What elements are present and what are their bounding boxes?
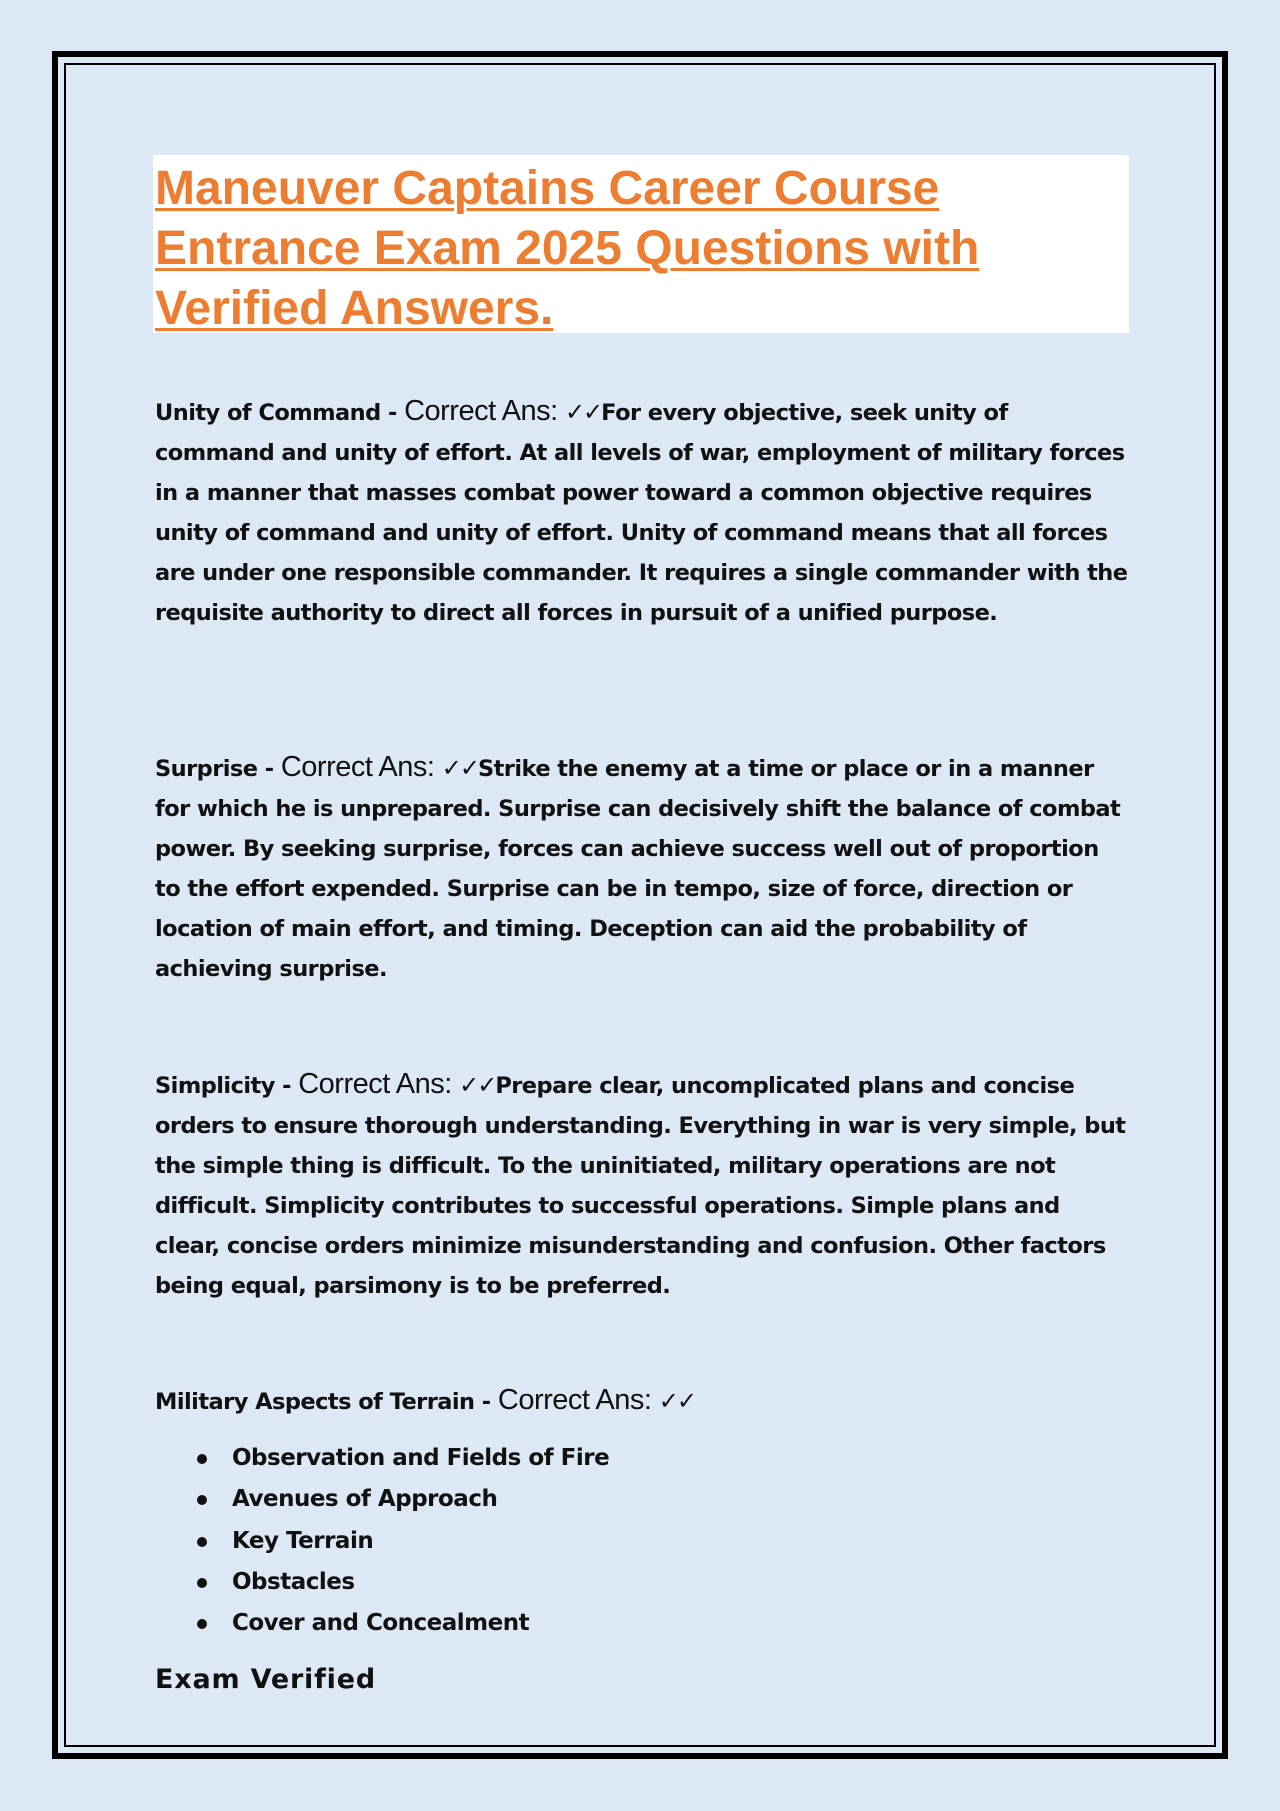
answer-text: For every objective, seek unity of command and unity of effort. At all levels of war, employment of military forces in a manner that masses combat power toward a common objective requires unity of command and unity of effort. Unity of command means that all forces are under one responsible commander. It requires a single commander with the requisite authority to direct all forces in pursuit of a unified purpose. bbox=[155, 400, 1128, 626]
list-item: Key Terrain bbox=[155, 1521, 609, 1562]
terrain-aspects-list bbox=[155, 1438, 609, 1644]
title-box bbox=[153, 155, 1129, 333]
correct-answer-label: Correct Ans: bbox=[497, 1384, 652, 1416]
question-unity-of-command bbox=[155, 391, 1130, 633]
document-title: Maneuver Captains Career Course Entrance Exam 2025 Questions with Verified Answers. bbox=[155, 162, 980, 335]
list-item: Observation and Fields of Fire bbox=[155, 1438, 609, 1479]
question-term: Surprise - bbox=[155, 756, 274, 782]
question-term: Simplicity - bbox=[155, 1073, 291, 1099]
question-military-aspects-of-terrain bbox=[155, 1380, 1130, 1422]
double-check-icon: ✓✓ bbox=[459, 1071, 496, 1099]
correct-answer-label: Correct Ans: bbox=[298, 1068, 452, 1100]
question-term: Military Aspects of Terrain - bbox=[155, 1389, 491, 1415]
double-check-icon: ✓✓ bbox=[441, 754, 478, 782]
correct-answer-label: Correct Ans: bbox=[280, 751, 435, 783]
question-term: Unity of Command - bbox=[155, 400, 397, 426]
bullet-icon bbox=[197, 1537, 207, 1547]
double-check-icon: ✓✓ bbox=[658, 1387, 695, 1415]
answer-text: Prepare clear, uncomplicated plans and concise orders to ensure thorough understanding. Everything in war is very simple, but the simple thing is difficult. To the uninitiated, military operations are not difficult. Simplicity contributes to successful operations. Simple plans and clear, concise orders minimize misunderstanding and confusion. Other factors being equal, parsimony is to be preferred. bbox=[155, 1073, 1126, 1299]
answer-text: Strike the enemy at a time or place or in a manner for which he is unprepared. Surprise can decisively shift the balance of combat power. By seeking surprise, forces can achieve success well out of proportion to the effort expended. Surprise can be in tempo, size of force, direction or location of main effort, and timing. Deception can aid the probability of achieving surprise. bbox=[155, 756, 1121, 982]
correct-answer-label: Correct Ans: bbox=[404, 395, 558, 427]
question-simplicity bbox=[155, 1064, 1130, 1306]
bullet-icon bbox=[197, 1619, 207, 1629]
exam-verified-footer: Exam Verified bbox=[155, 1664, 376, 1695]
list-item: Obstacles bbox=[155, 1562, 609, 1603]
bullet-icon bbox=[197, 1578, 207, 1588]
bullet-icon bbox=[197, 1454, 207, 1464]
bullet-icon bbox=[197, 1495, 207, 1505]
question-surprise bbox=[155, 747, 1130, 989]
double-check-icon: ✓✓ bbox=[564, 398, 602, 426]
list-item: Avenues of Approach bbox=[155, 1479, 609, 1520]
list-item: Cover and Concealment bbox=[155, 1603, 609, 1644]
